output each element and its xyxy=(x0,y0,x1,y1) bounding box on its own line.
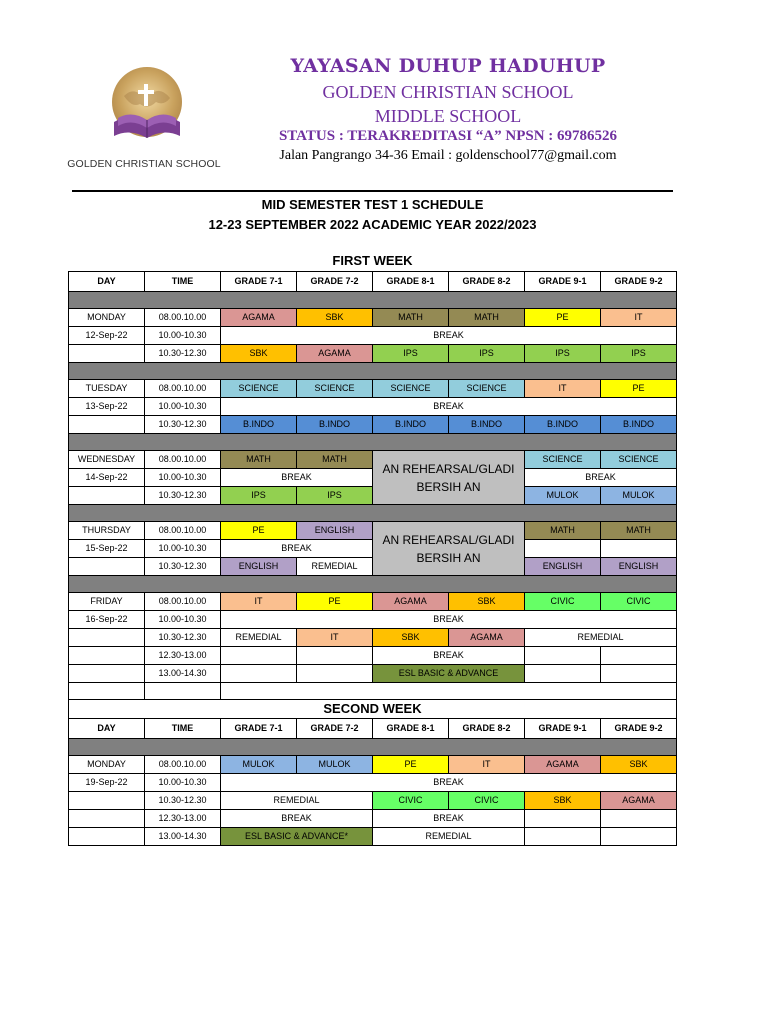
day-cell xyxy=(69,665,145,683)
subject-cell: REMEDIAL xyxy=(297,558,373,576)
subject-cell: AGAMA xyxy=(221,309,297,327)
time-cell: 10.30-12.30 xyxy=(145,558,221,576)
subject-cell: MULOK xyxy=(297,756,373,774)
day-cell xyxy=(69,629,145,647)
table-row xyxy=(69,327,677,345)
time-cell: 10.00-10.30 xyxy=(145,398,221,416)
time-cell: 08.00.10.00 xyxy=(145,593,221,611)
empty-cell xyxy=(221,647,297,665)
column-header: GRADE 7-1 xyxy=(221,272,297,292)
subject-cell: CIVIC xyxy=(449,792,525,810)
school-name: GOLDEN CHRISTIAN SCHOOL xyxy=(322,82,574,102)
subject-cell: IPS xyxy=(601,345,677,363)
column-header: DAY xyxy=(69,719,145,739)
subject-cell: SCIENCE xyxy=(221,380,297,398)
rehearsal-cell: AN REHEARSAL/GLADI BERSIH AN xyxy=(373,522,525,576)
subject-cell: ENGLISH xyxy=(525,558,601,576)
day-cell xyxy=(69,828,145,846)
time-cell: 13.00-14.30 xyxy=(145,665,221,683)
subject-cell: IT xyxy=(297,629,373,647)
subject-cell: AGAMA xyxy=(297,345,373,363)
time-cell: 10.30-12.30 xyxy=(145,416,221,434)
header-divider xyxy=(72,190,673,192)
subject-cell: MATH xyxy=(449,309,525,327)
subject-cell: REMEDIAL xyxy=(221,792,373,810)
table-row xyxy=(69,593,677,611)
time-cell: 10.00-10.30 xyxy=(145,774,221,792)
column-header: GRADE 8-2 xyxy=(449,272,525,292)
table-header-row xyxy=(69,272,677,292)
subject-cell: MATH xyxy=(373,309,449,327)
subject-cell: PE xyxy=(373,756,449,774)
school-crest-icon xyxy=(110,66,184,152)
subject-cell: B.INDO xyxy=(297,416,373,434)
day-cell xyxy=(69,416,145,434)
empty-cell xyxy=(601,647,677,665)
break-cell: BREAK xyxy=(373,647,525,665)
time-cell: 12.30-13.00 xyxy=(145,810,221,828)
empty-cell xyxy=(297,665,373,683)
day-cell: THURSDAY xyxy=(69,522,145,540)
time-cell: 10.30-12.30 xyxy=(145,629,221,647)
subject-cell: SCIENCE xyxy=(373,380,449,398)
subject-cell: MATH xyxy=(601,522,677,540)
subject-cell: ENGLISH xyxy=(601,558,677,576)
break-cell: BREAK xyxy=(221,469,373,487)
time-cell: 10.00-10.30 xyxy=(145,540,221,558)
time-cell: 08.00.10.00 xyxy=(145,756,221,774)
subject-cell: MATH xyxy=(525,522,601,540)
separator-row xyxy=(69,363,677,380)
table-header-row xyxy=(69,719,677,739)
table-row xyxy=(69,665,677,683)
subject-cell: AGAMA xyxy=(601,792,677,810)
subject-cell: SBK xyxy=(373,629,449,647)
subject-cell: SCIENCE xyxy=(525,451,601,469)
school-address: Jalan Pangrango 34-36 Email : goldenschool77@gmail.com xyxy=(279,148,617,163)
subject-cell: CIVIC xyxy=(601,593,677,611)
table-row xyxy=(69,416,677,434)
column-header: GRADE 7-2 xyxy=(297,719,373,739)
separator-row xyxy=(69,505,677,522)
day-cell: WEDNESDAY xyxy=(69,451,145,469)
empty-cell xyxy=(525,665,601,683)
day-cell xyxy=(69,792,145,810)
schedule-period: 12-23 SEPTEMBER 2022 ACADEMIC YEAR 2022/2023 xyxy=(208,217,537,232)
break-cell: BREAK xyxy=(221,540,373,558)
time-cell: 10.00-10.30 xyxy=(145,611,221,629)
school-level: MIDDLE SCHOOL xyxy=(374,106,522,126)
table-row xyxy=(69,792,677,810)
table-row xyxy=(69,522,677,540)
subject-cell: AGAMA xyxy=(373,593,449,611)
day-cell xyxy=(69,558,145,576)
subject-cell: PE xyxy=(601,380,677,398)
table-row xyxy=(69,380,677,398)
day-cell xyxy=(69,345,145,363)
time-cell: 10.00-10.30 xyxy=(145,327,221,345)
rehearsal-cell: AN REHEARSAL/GLADI BERSIH AN xyxy=(373,451,525,505)
time-cell: 08.00.10.00 xyxy=(145,451,221,469)
empty-cell xyxy=(221,665,297,683)
subject-cell: MULOK xyxy=(221,756,297,774)
subject-cell: SCIENCE xyxy=(297,380,373,398)
table-row xyxy=(69,828,677,846)
empty-cell xyxy=(525,810,601,828)
subject-cell: B.INDO xyxy=(601,416,677,434)
table-row xyxy=(69,345,677,363)
separator-row xyxy=(69,434,677,451)
first-week-heading: FIRST WEEK xyxy=(332,253,413,268)
column-header: GRADE 9-1 xyxy=(525,719,601,739)
subject-cell: PE xyxy=(525,309,601,327)
subject-cell: REMEDIAL xyxy=(221,629,297,647)
empty-cell xyxy=(525,647,601,665)
column-header: GRADE 8-1 xyxy=(373,719,449,739)
subject-cell: SBK xyxy=(449,593,525,611)
subject-cell: IPS xyxy=(373,345,449,363)
time-cell: 10.30-12.30 xyxy=(145,345,221,363)
subject-cell: CIVIC xyxy=(373,792,449,810)
time-cell: 08.00.10.00 xyxy=(145,309,221,327)
foundation-name: YAYASAN DUHUP HADUHUP xyxy=(290,55,606,77)
empty-cell xyxy=(601,540,677,558)
subject-cell: IPS xyxy=(525,345,601,363)
second-week-heading: SECOND WEEK xyxy=(69,700,677,719)
subject-cell: MATH xyxy=(221,451,297,469)
subject-cell: SBK xyxy=(297,309,373,327)
subject-cell: SBK xyxy=(601,756,677,774)
column-header: GRADE 7-2 xyxy=(297,272,373,292)
subject-cell: AGAMA xyxy=(449,629,525,647)
day-cell: TUESDAY xyxy=(69,380,145,398)
time-cell: 10.00-10.30 xyxy=(145,469,221,487)
date-cell: 12-Sep-22 xyxy=(69,327,145,345)
subject-cell: REMEDIAL xyxy=(525,629,677,647)
separator-row xyxy=(69,576,677,593)
break-cell: BREAK xyxy=(525,469,677,487)
day-cell: FRIDAY xyxy=(69,593,145,611)
subject-cell: IT xyxy=(449,756,525,774)
subject-cell: PE xyxy=(221,522,297,540)
time-cell: 10.30-12.30 xyxy=(145,487,221,505)
table-row xyxy=(69,398,677,416)
table-row xyxy=(69,810,677,828)
subject-cell: B.INDO xyxy=(449,416,525,434)
schedule-title: MID SEMESTER TEST 1 SCHEDULE xyxy=(261,197,484,212)
subject-cell: IT xyxy=(221,593,297,611)
subject-cell: IPS xyxy=(297,487,373,505)
subject-cell: AGAMA xyxy=(525,756,601,774)
empty-cell xyxy=(525,540,601,558)
day-cell: MONDAY xyxy=(69,309,145,327)
time-cell: 08.00.10.00 xyxy=(145,522,221,540)
column-header: GRADE 9-1 xyxy=(525,272,601,292)
subject-cell: B.INDO xyxy=(525,416,601,434)
subject-cell: SCIENCE xyxy=(601,451,677,469)
subject-cell: MULOK xyxy=(601,487,677,505)
subject-cell: MATH xyxy=(297,451,373,469)
subject-cell: IPS xyxy=(449,345,525,363)
empty-cell xyxy=(525,828,601,846)
second-week-row xyxy=(69,700,677,719)
table-row xyxy=(69,611,677,629)
subject-cell: ESL BASIC & ADVANCE* xyxy=(221,828,373,846)
date-cell: 16-Sep-22 xyxy=(69,611,145,629)
day-cell xyxy=(69,647,145,665)
time-cell: 10.30-12.30 xyxy=(145,792,221,810)
subject-cell: IT xyxy=(601,309,677,327)
schedule-table xyxy=(68,271,677,846)
separator-row xyxy=(69,292,677,309)
subject-cell: B.INDO xyxy=(221,416,297,434)
subject-cell: REMEDIAL xyxy=(373,828,525,846)
table-row xyxy=(69,756,677,774)
subject-cell: IPS xyxy=(221,487,297,505)
logo-caption: GOLDEN CHRISTIAN SCHOOL xyxy=(67,158,221,170)
time-cell: 12.30-13.00 xyxy=(145,647,221,665)
subject-cell: SBK xyxy=(525,792,601,810)
break-cell: BREAK xyxy=(221,810,373,828)
subject-cell: ESL BASIC & ADVANCE xyxy=(373,665,525,683)
day-cell xyxy=(69,487,145,505)
time-cell: 08.00.10.00 xyxy=(145,380,221,398)
date-cell: 14-Sep-22 xyxy=(69,469,145,487)
break-cell: BREAK xyxy=(373,810,525,828)
break-cell: BREAK xyxy=(221,398,677,416)
subject-cell: ENGLISH xyxy=(221,558,297,576)
table-row xyxy=(69,647,677,665)
subject-cell: IT xyxy=(525,380,601,398)
blank-row xyxy=(69,683,677,700)
date-cell: 13-Sep-22 xyxy=(69,398,145,416)
empty-cell xyxy=(601,828,677,846)
empty-cell xyxy=(601,810,677,828)
subject-cell: ENGLISH xyxy=(297,522,373,540)
accreditation-status: STATUS : TERAKREDITASI “A” NPSN : 69786526 xyxy=(278,128,618,144)
school-logo xyxy=(64,60,224,180)
subject-cell: B.INDO xyxy=(373,416,449,434)
break-cell: BREAK xyxy=(221,611,677,629)
empty-cell xyxy=(297,647,373,665)
empty-cell xyxy=(601,665,677,683)
date-cell: 15-Sep-22 xyxy=(69,540,145,558)
subject-cell: SCIENCE xyxy=(449,380,525,398)
break-cell: BREAK xyxy=(221,327,677,345)
column-header: GRADE 9-2 xyxy=(601,272,677,292)
table-row xyxy=(69,774,677,792)
time-cell: 13.00-14.30 xyxy=(145,828,221,846)
day-cell xyxy=(69,810,145,828)
table-row xyxy=(69,309,677,327)
subject-cell: SBK xyxy=(221,345,297,363)
column-header: DAY xyxy=(69,272,145,292)
column-header: TIME xyxy=(145,272,221,292)
table-row xyxy=(69,451,677,469)
subject-cell: CIVIC xyxy=(525,593,601,611)
column-header: TIME xyxy=(145,719,221,739)
column-header: GRADE 7-1 xyxy=(221,719,297,739)
day-cell: MONDAY xyxy=(69,756,145,774)
separator-row xyxy=(69,739,677,756)
table-row xyxy=(69,629,677,647)
column-header: GRADE 8-1 xyxy=(373,272,449,292)
column-header: GRADE 8-2 xyxy=(449,719,525,739)
date-cell: 19-Sep-22 xyxy=(69,774,145,792)
subject-cell: PE xyxy=(297,593,373,611)
subject-cell: MULOK xyxy=(525,487,601,505)
break-cell: BREAK xyxy=(221,774,677,792)
column-header: GRADE 9-2 xyxy=(601,719,677,739)
